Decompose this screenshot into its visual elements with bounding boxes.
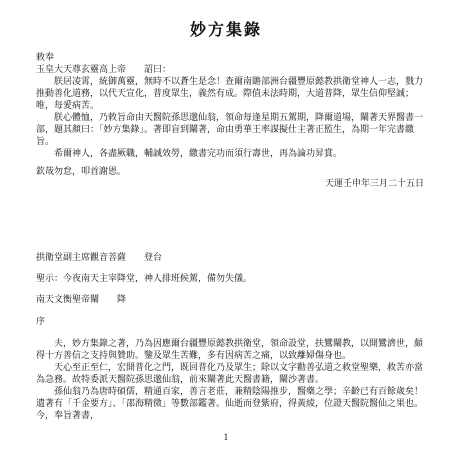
preface-header: 序 bbox=[36, 317, 46, 327]
holy-note: 聖示：今夜南天主宰降堂，神人排班候駕，備勿失儀。 bbox=[36, 274, 253, 284]
edict-date: 天運壬申年三月二十五日 bbox=[324, 179, 424, 189]
edict-closing: 欽哉勿怠，叩首謝恩。 bbox=[36, 167, 127, 177]
descend-line: 南天文衡聖帝闡 降 bbox=[36, 295, 127, 305]
preface-section bbox=[36, 316, 424, 422]
edict-paragraph: 希爾神人，各盡厥職，輔誠效勞，繳書完功而須行壽世，再為論功昇賞。 bbox=[36, 149, 343, 159]
preface-paragraph: 孫仙翁乃為唐時碩儒，精通百家，善言老莊，兼精陰陽推步，醫藥之學；辛齡已有百餘歲矣！遺著有「千金要方」、「邵海精微」等數部鑑著。仙逝而登紫府，得黃綾，位證天醫院醫仙之果也。今，奉旨著書， bbox=[36, 387, 424, 421]
preface-paragraph: 天心至正至仁，宏開普化之門，既回普化乃及眾生；除以文字勸善弘道之救堂聖樂，救苦亦當為急務。故特委派天醫院孫思邈仙翁，前來闡著此天醫書籍，闡沙著書。 bbox=[36, 363, 424, 385]
preface-paragraph: 夫，妙方集錄之著，乃為因應爾台疆豐原懿教拱衛堂，領命設堂，扶鸞闡教，以開鸞濟世，頗得十方善信之支持與贊助。鑒及眾生苦難，多有因病苦之痛，以致離婦傷身也。 bbox=[36, 339, 424, 361]
edict-paragraph: 朕心體恤，乃敕旨命由天醫院孫思邈仙翁，領命每逢星期五駕期，降爾道場，闡著天界醫書一部，題其顏曰：「妙方集錄」。著即盲到闡著，命由勇華王率謀擬仕主著正監生，為期一年完書繳旨。 bbox=[36, 113, 424, 147]
document-title: 妙方集錄 bbox=[189, 20, 262, 39]
edict-section bbox=[36, 52, 424, 190]
edict-issuer-line: 玉皇大天尊玄靈高上帝 詔曰： bbox=[36, 65, 172, 75]
ascend-line: 拱衛堂副主席觀音菩薩 登台 bbox=[36, 253, 163, 263]
edict-paragraph: 朕居凌霄，統御萬靈，無時不以蒼生是念！查爾南贍部洲台疆豐原懿教拱衛堂神人一志，戮力推動善化道務，以代天宣化，普度眾生，義然有成。際值未法時期，大道普降，眾生信仰堅誠；唯，每愛病苦。 bbox=[36, 77, 424, 111]
edict-header: 敕奉 bbox=[36, 53, 55, 63]
page-number: 1 bbox=[223, 433, 229, 442]
